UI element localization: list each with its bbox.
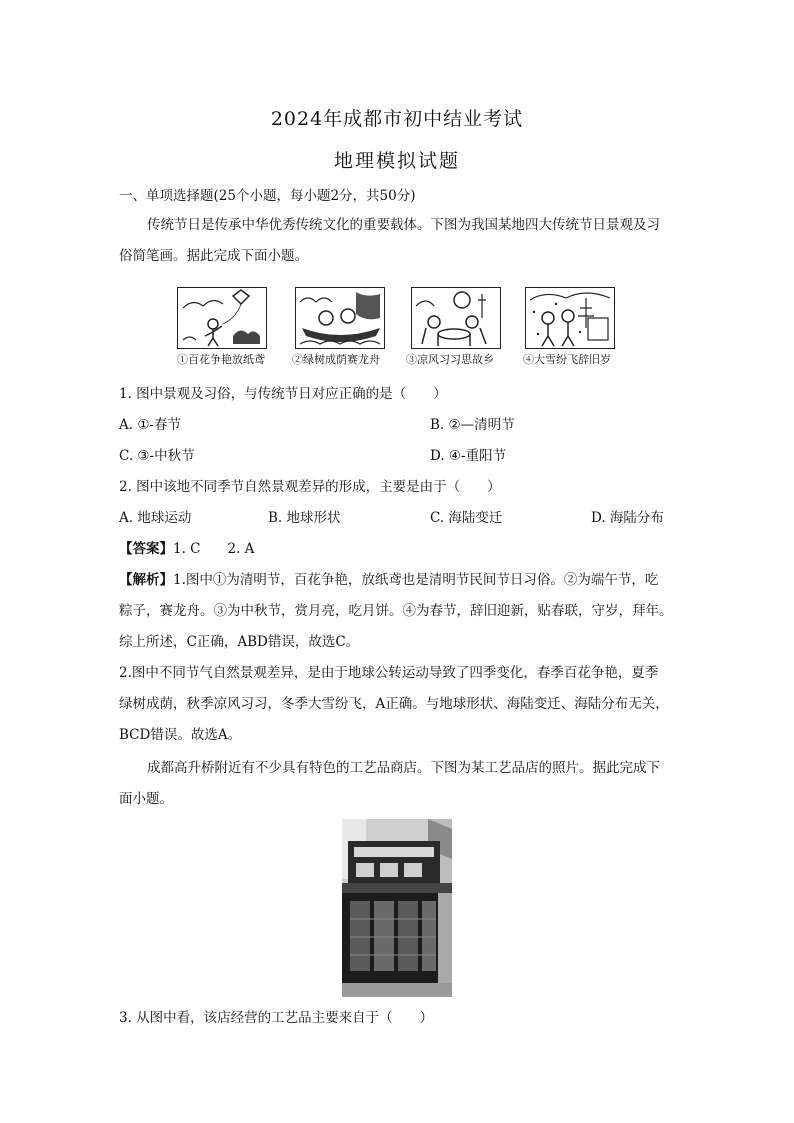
page-subtitle: 地理模拟试题 [333, 150, 460, 172]
caption-4: ④大雪纷飞辞旧岁 [523, 353, 611, 366]
q2-option-b: B. 地球形状 [268, 510, 341, 526]
q2-option-a: A. 地球运动 [119, 510, 192, 526]
intro2-line1: 成都高升桥附近有不少具有特色的工艺品商店。下图为某工艺品店的照片。据此完成下 [147, 760, 660, 776]
intro1-line1: 传统节日是传承中华优秀传统文化的重要载体。下图为我国某地四大传统节日景观及习 [147, 217, 660, 233]
q1-option-a: A. ①-春节 [119, 417, 181, 433]
page-title: 2024年成都市初中结业考试 [270, 108, 524, 130]
analysis-line-6: BCD错误。故选A。 [119, 727, 242, 743]
q1-option-d: D. ④-重阳节 [430, 448, 507, 464]
q1-option-c: C. ③-中秋节 [119, 448, 195, 464]
caption-2: ②绿树成荫赛龙舟 [292, 353, 380, 366]
analysis-line-1: 1.图中①为清明节，百花争艳，放纸鸢也是清明节民间节日习俗。②为端午节，吃 [173, 572, 659, 588]
intro1-line2: 俗简笔画。据此完成下面小题。 [119, 248, 308, 264]
answer-row [119, 539, 254, 559]
analysis-line-2: 粽子，赛龙舟。③为中秋节，赏月亮，吃月饼。④为春节，辞旧迎新，贴春联，守岁，拜年。 [119, 603, 673, 619]
question-3-stem: 3. 从图中看，该店经营的工艺品主要来自于（ ） [119, 1010, 434, 1026]
sketch-moon-icon [411, 287, 501, 349]
q1-option-b: B. ②—清明节 [430, 417, 515, 433]
sketch-kite-icon [177, 287, 267, 349]
analysis-line-3: 综上所述，C正确，ABD错误，故选C。 [119, 634, 360, 650]
caption-3: ③凉风习习思故乡 [406, 353, 494, 366]
question-1-stem: 1. 图中景观及习俗，与传统节日对应正确的是（ ） [119, 386, 447, 402]
question-2-stem: 2. 图中该地不同季节自然景观差异的形成，主要是由于（ ） [119, 479, 501, 495]
analysis-label: 【解析】 [119, 572, 173, 588]
intro2-line2: 面小题。 [119, 791, 173, 807]
festival-sketches [177, 287, 627, 367]
answer-label: 【答案】 [119, 541, 173, 557]
analysis-line-4: 2.图中不同节气自然景观差异，是由于地球公转运动导致了四季变化，春季百花争艳，夏季 [119, 665, 659, 681]
sketch-snow-icon [525, 287, 615, 349]
analysis-row [119, 570, 658, 590]
answer-text: 1. C 2. A [173, 541, 255, 557]
q2-option-d: D. 海陆分布 [591, 510, 664, 526]
shop-photo [342, 819, 452, 997]
caption-1: ①百花争艳放纸鸢 [177, 353, 265, 366]
section-heading: 一、单项选择题(25个小题，每小题2分，共50分) [119, 188, 416, 204]
sketch-dragon-boat-icon [295, 287, 385, 349]
analysis-line-5: 绿树成荫，秋季凉风习习，冬季大雪纷飞，A正确。与地球形状、海陆变迁、海陆分布无关， [119, 696, 669, 712]
q2-option-c: C. 海陆变迁 [430, 510, 503, 526]
